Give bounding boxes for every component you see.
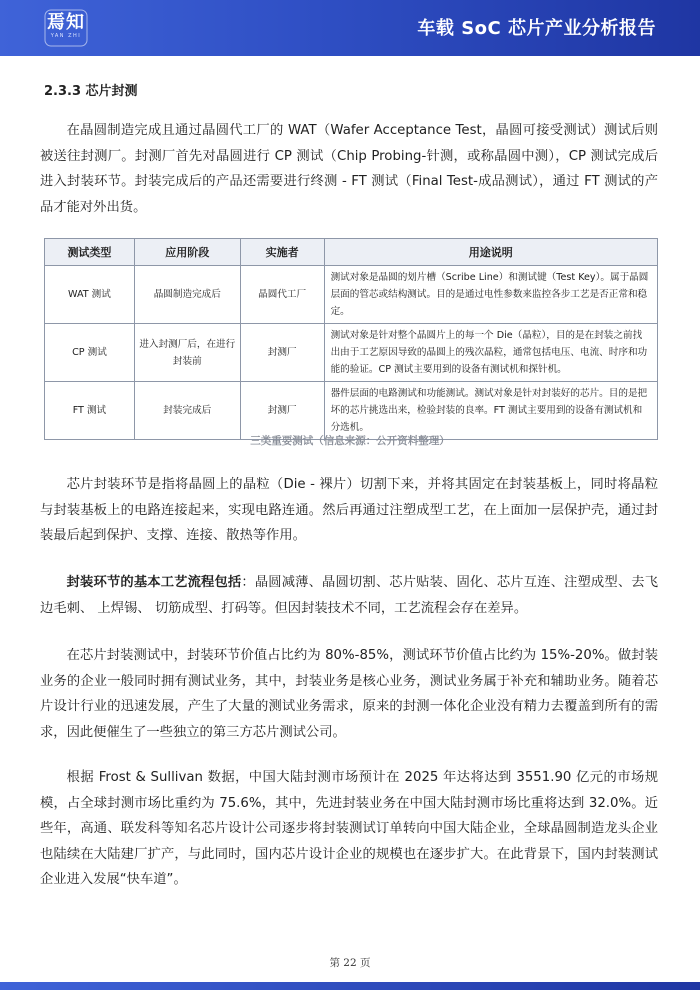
report-title: 车载 SoC 芯片产业分析报告 <box>417 18 656 39</box>
column-header: 实施者 <box>240 239 324 266</box>
table-cell: 晶圆代工厂 <box>240 266 324 324</box>
paragraph-market: 根据 Frost & Sullivan 数据，中国大陆封测市场预计在 2025 年达将达到 3551.90 亿元的市场规模，占全球封测市场比重约为 75.6%，其中，先进封装业务在中国大陆封测市场比重将达到 32.0%。近些年，高通、联发科等知名芯片设计公司逐步将封装测试订单转向中国大陆企业，全球晶圆制造龙头企业也陆续在大陆建厂扩产，与此同时，国内芯片设计企业的规模也在逐步扩大。在此背景下，国内封装测试企业进入发展“快车道”。 <box>40 770 658 887</box>
table-cell: 测试对象是针对整个晶圆片上的每一个 Die（晶粒），目的是在封装之前找出由于工艺原因导致的晶圆上的残次晶粒，通常包括电压、电流、时序和功能的验证。CP 测试主要用到的设备有测试机和探针机。 <box>324 324 657 382</box>
logo-subtext: YAN ZHI <box>50 33 82 39</box>
table-cell: 进入封测厂后，在进行封装前 <box>134 324 240 382</box>
column-header: 用途说明 <box>324 239 657 266</box>
page-number: 第 22 页 <box>329 957 371 969</box>
table-cell: 晶圆制造完成后 <box>134 266 240 324</box>
table-cell: 器件层面的电路测试和功能测试。测试对象是针对封装好的芯片。目的是把坏的芯片挑选出来，检验封装的良率。FT 测试主要用到的设备有测试机和分选机。 <box>324 382 657 440</box>
table-cell: WAT 测试 <box>45 266 135 324</box>
table-cell: FT 测试 <box>45 382 135 440</box>
table-caption: 三类重要测试（信息来源：公开资料整理） <box>250 435 450 447</box>
section-title: 2.3.3 芯片封测 <box>44 84 138 99</box>
column-header: 测试类型 <box>45 239 135 266</box>
table-cell: 封测厂 <box>240 324 324 382</box>
logo-text: 焉知 <box>47 12 85 33</box>
paragraph-intro: 在晶圆制造完成且通过晶圆代工厂的 WAT（Wafer Acceptance Test，晶圆可接受测试）测试后则被送往封测厂。封测厂首先对晶圆进行 CP 测试（Chip Probing-针测，或称晶圆中测），CP 测试完成后进入封装环节。封装完成后的产品还需要进行终测 - FT 测试（Final Test-成品测试），通过 FT 测试的产品才能对外出货。 <box>40 123 658 215</box>
table-row <box>45 266 658 324</box>
process-steps: ：晶圆减薄、晶圆切割、芯片贴装、固化、芯片互连、注塑成型、去飞边毛刺、 上焊锡、 切筋成型、打码等。但因封装技术不同，工艺流程会存在差异。 <box>40 575 659 616</box>
paragraph-packaging: 芯片封装环节是指将晶圆上的晶粒（Die - 裸片）切割下来，并将其固定在封装基板上，同时将晶粒与封装基板上的电路连接起来，实现电路连通。然后再通过注塑成型工艺，在上面加一层保护壳，通过封装最后起到保护、支撑、连接、散热等作用。 <box>40 477 658 543</box>
test-types-table <box>44 238 658 440</box>
process-heading: 封装环节的基本工艺流程包括 <box>66 575 242 590</box>
page-header <box>0 0 700 56</box>
table-cell: 测试对象是晶圆的划片槽（Scribe Line）和测试键（Test Key）。属于晶圆层面的管芯或结构测试。目的是通过电性参数来监控各步工艺是否正常和稳定。 <box>324 266 657 324</box>
footer-bar <box>0 982 700 990</box>
table-cell: 封测厂 <box>240 382 324 440</box>
paragraph-value-share: 在芯片封装测试中，封装环节价值占比约为 80%-85%，测试环节价值占比约为 15%-20%。做封装业务的企业一般同时拥有测试业务，其中，封装业务是核心业务，测试业务属于补充和辅助业务。随着芯片设计行业的迅速发展，产生了大量的测试业务需求，原来的封测一体化企业没有精力去覆盖到所有的需求，因此便催生了一些独立的第三方芯片测试公司。 <box>40 648 658 740</box>
paragraph-process <box>40 570 658 621</box>
table-header-row <box>45 239 658 266</box>
table-cell: CP 测试 <box>45 324 135 382</box>
table-row <box>45 382 658 440</box>
column-header: 应用阶段 <box>134 239 240 266</box>
table-cell: 封装完成后 <box>134 382 240 440</box>
table-row <box>45 324 658 382</box>
